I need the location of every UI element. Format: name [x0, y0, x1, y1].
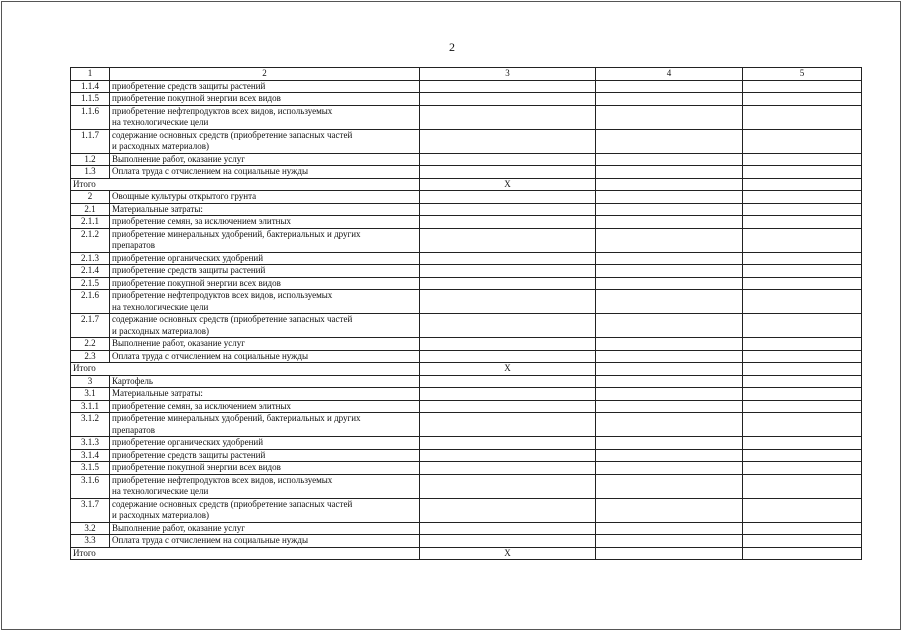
row-col5-cell	[743, 449, 862, 462]
row-col3-cell	[420, 265, 596, 278]
row-description: Материальные затраты:	[110, 203, 420, 216]
row-number: 2.1.4	[71, 265, 110, 278]
row-col5-cell	[743, 462, 862, 475]
row-col3-cell	[420, 80, 596, 93]
row-col5-cell	[743, 129, 862, 153]
total-col3-mark: X	[420, 178, 596, 191]
row-col3-cell	[420, 216, 596, 229]
row-description: приобретение семян, за исключением элитных	[110, 400, 420, 413]
row-number: 2.1.7	[71, 314, 110, 338]
total-col3-mark: X	[420, 547, 596, 560]
row-number: 3.1.6	[71, 474, 110, 498]
row-description: Выполнение работ, оказание услуг	[110, 153, 420, 166]
total-label: Итого	[71, 547, 420, 560]
total-col5-cell	[743, 547, 862, 560]
row-col5-cell	[743, 203, 862, 216]
row-col3-cell	[420, 388, 596, 401]
row-number: 3.2	[71, 522, 110, 535]
row-number: 3.1	[71, 388, 110, 401]
header-cell-1: 1	[71, 68, 110, 81]
row-number: 1.1.6	[71, 105, 110, 129]
row-description: Овощные культуры открытого грунта	[110, 191, 420, 204]
header-cell-4: 4	[596, 68, 743, 81]
row-description: Материальные затраты:	[110, 388, 420, 401]
cost-table-body	[71, 68, 862, 560]
row-number: 2.1.2	[71, 228, 110, 252]
page-number: 2	[449, 40, 455, 54]
row-description: приобретение нефтепродуктов всех видов, используемых на технологические цели	[110, 474, 420, 498]
row-description: приобретение нефтепродуктов всех видов, используемых на технологические цели	[110, 290, 420, 314]
row-number: 3	[71, 375, 110, 388]
row-col3-cell	[420, 338, 596, 351]
row-col4-cell	[596, 388, 743, 401]
table-row	[71, 375, 862, 388]
row-number: 2.2	[71, 338, 110, 351]
row-number: 3.1.1	[71, 400, 110, 413]
total-col4-cell	[596, 547, 743, 560]
row-col5-cell	[743, 290, 862, 314]
header-cell-3: 3	[420, 68, 596, 81]
row-col3-cell	[420, 277, 596, 290]
row-col5-cell	[743, 338, 862, 351]
row-col4-cell	[596, 535, 743, 548]
row-description: Оплата труда с отчислением на социальные нужды	[110, 166, 420, 179]
total-col5-cell	[743, 363, 862, 376]
row-col4-cell	[596, 153, 743, 166]
table-row	[71, 474, 862, 498]
row-number: 3.1.2	[71, 413, 110, 437]
row-col4-cell	[596, 474, 743, 498]
table-row	[71, 535, 862, 548]
row-col3-cell	[420, 290, 596, 314]
table-row	[71, 462, 862, 475]
row-col5-cell	[743, 535, 862, 548]
row-number: 2.1.5	[71, 277, 110, 290]
table-row	[71, 413, 862, 437]
row-col3-cell	[420, 93, 596, 106]
row-description: содержание основных средств (приобретение запасных частей и расходных материалов)	[110, 129, 420, 153]
row-col5-cell	[743, 314, 862, 338]
row-col4-cell	[596, 93, 743, 106]
row-col3-cell	[420, 228, 596, 252]
row-col5-cell	[743, 498, 862, 522]
table-total-row	[71, 547, 862, 560]
row-description: приобретение семян, за исключением элитных	[110, 216, 420, 229]
row-col4-cell	[596, 290, 743, 314]
row-col3-cell	[420, 166, 596, 179]
row-col5-cell	[743, 228, 862, 252]
row-col3-cell	[420, 474, 596, 498]
row-col5-cell	[743, 350, 862, 363]
row-number: 1.1.7	[71, 129, 110, 153]
table-row	[71, 350, 862, 363]
row-number: 3.3	[71, 535, 110, 548]
table-row	[71, 203, 862, 216]
table-total-row	[71, 178, 862, 191]
row-col5-cell	[743, 413, 862, 437]
row-number: 1.1.4	[71, 80, 110, 93]
row-col4-cell	[596, 437, 743, 450]
row-col5-cell	[743, 265, 862, 278]
row-col3-cell	[420, 191, 596, 204]
row-col5-cell	[743, 437, 862, 450]
row-col3-cell	[420, 105, 596, 129]
row-description: приобретение минеральных удобрений, бактериальных и других препаратов	[110, 228, 420, 252]
row-col3-cell	[420, 400, 596, 413]
row-description: содержание основных средств (приобретение запасных частей и расходных материалов)	[110, 314, 420, 338]
row-description: приобретение покупной энергии всех видов	[110, 93, 420, 106]
row-col5-cell	[743, 166, 862, 179]
row-col4-cell	[596, 498, 743, 522]
row-col4-cell	[596, 314, 743, 338]
total-col4-cell	[596, 178, 743, 191]
total-col4-cell	[596, 363, 743, 376]
row-col3-cell	[420, 535, 596, 548]
table-row	[71, 314, 862, 338]
row-col3-cell	[420, 375, 596, 388]
total-col5-cell	[743, 178, 862, 191]
row-number: 2	[71, 191, 110, 204]
table-row	[71, 437, 862, 450]
row-col4-cell	[596, 166, 743, 179]
row-col3-cell	[420, 437, 596, 450]
row-col3-cell	[420, 413, 596, 437]
row-number: 1.2	[71, 153, 110, 166]
row-description: Картофель	[110, 375, 420, 388]
row-col4-cell	[596, 350, 743, 363]
row-number: 2.1.6	[71, 290, 110, 314]
row-description: приобретение покупной энергии всех видов	[110, 462, 420, 475]
table-row	[71, 153, 862, 166]
table-total-row	[71, 363, 862, 376]
row-description: приобретение органических удобрений	[110, 252, 420, 265]
row-col3-cell	[420, 449, 596, 462]
row-col5-cell	[743, 252, 862, 265]
row-description: приобретение средств защиты растений	[110, 265, 420, 278]
row-col3-cell	[420, 462, 596, 475]
row-number: 2.1.1	[71, 216, 110, 229]
table-row	[71, 498, 862, 522]
row-description: Выполнение работ, оказание услуг	[110, 338, 420, 351]
row-col3-cell	[420, 153, 596, 166]
table-row	[71, 338, 862, 351]
row-number: 2.1	[71, 203, 110, 216]
row-description: приобретение органических удобрений	[110, 437, 420, 450]
row-col5-cell	[743, 277, 862, 290]
row-number: 2.1.3	[71, 252, 110, 265]
row-number: 3.1.3	[71, 437, 110, 450]
total-col3-mark: X	[420, 363, 596, 376]
cost-table	[70, 67, 862, 560]
row-col4-cell	[596, 338, 743, 351]
row-number: 3.1.7	[71, 498, 110, 522]
row-col3-cell	[420, 314, 596, 338]
row-col4-cell	[596, 400, 743, 413]
table-row	[71, 105, 862, 129]
row-col3-cell	[420, 522, 596, 535]
table-row	[71, 522, 862, 535]
table-row	[71, 388, 862, 401]
row-col5-cell	[743, 153, 862, 166]
row-number: 2.3	[71, 350, 110, 363]
table-row	[71, 80, 862, 93]
table-row	[71, 290, 862, 314]
row-col5-cell	[743, 474, 862, 498]
table-row	[71, 191, 862, 204]
row-col5-cell	[743, 388, 862, 401]
row-description: приобретение средств защиты растений	[110, 80, 420, 93]
table-row	[71, 216, 862, 229]
table-row	[71, 265, 862, 278]
table-row	[71, 166, 862, 179]
table-row	[71, 252, 862, 265]
row-col4-cell	[596, 449, 743, 462]
row-number: 3.1.4	[71, 449, 110, 462]
row-col5-cell	[743, 105, 862, 129]
row-col4-cell	[596, 105, 743, 129]
table-row	[71, 449, 862, 462]
row-col3-cell	[420, 129, 596, 153]
row-description: Выполнение работ, оказание услуг	[110, 522, 420, 535]
row-col5-cell	[743, 216, 862, 229]
row-description: приобретение нефтепродуктов всех видов, используемых на технологические цели	[110, 105, 420, 129]
table-row	[71, 400, 862, 413]
row-col4-cell	[596, 252, 743, 265]
row-col4-cell	[596, 228, 743, 252]
row-col4-cell	[596, 375, 743, 388]
row-col5-cell	[743, 522, 862, 535]
row-col3-cell	[420, 203, 596, 216]
header-cell-2: 2	[110, 68, 420, 81]
row-description: содержание основных средств (приобретение запасных частей и расходных материалов)	[110, 498, 420, 522]
table-row	[71, 129, 862, 153]
row-col4-cell	[596, 413, 743, 437]
row-col4-cell	[596, 462, 743, 475]
total-label: Итого	[71, 363, 420, 376]
table-row	[71, 93, 862, 106]
row-col4-cell	[596, 522, 743, 535]
row-number: 1.1.5	[71, 93, 110, 106]
row-col3-cell	[420, 498, 596, 522]
row-col3-cell	[420, 252, 596, 265]
row-number: 1.3	[71, 166, 110, 179]
row-col5-cell	[743, 375, 862, 388]
row-description: приобретение минеральных удобрений, бактериальных и других препаратов	[110, 413, 420, 437]
row-col5-cell	[743, 93, 862, 106]
total-label: Итого	[71, 178, 420, 191]
row-col5-cell	[743, 400, 862, 413]
row-col4-cell	[596, 129, 743, 153]
table-row	[71, 228, 862, 252]
row-description: Оплата труда с отчислением на социальные нужды	[110, 535, 420, 548]
row-col3-cell	[420, 350, 596, 363]
row-col4-cell	[596, 216, 743, 229]
row-col5-cell	[743, 80, 862, 93]
row-description: приобретение покупной энергии всех видов	[110, 277, 420, 290]
table-header-row	[71, 68, 862, 81]
header-cell-5: 5	[743, 68, 862, 81]
row-col4-cell	[596, 203, 743, 216]
row-col4-cell	[596, 265, 743, 278]
row-col4-cell	[596, 277, 743, 290]
row-number: 3.1.5	[71, 462, 110, 475]
row-col4-cell	[596, 80, 743, 93]
row-description: приобретение средств защиты растений	[110, 449, 420, 462]
row-description: Оплата труда с отчислением на социальные нужды	[110, 350, 420, 363]
row-col4-cell	[596, 191, 743, 204]
table-row	[71, 277, 862, 290]
row-col5-cell	[743, 191, 862, 204]
